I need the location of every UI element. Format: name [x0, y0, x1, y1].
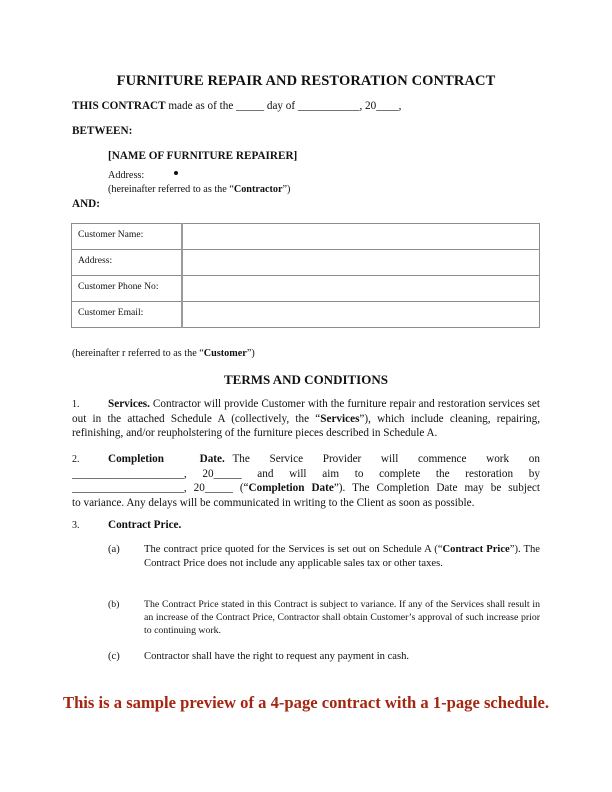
- clause-contract-price: [72, 518, 540, 533]
- intro-bold: THIS CONTRACT: [72, 100, 166, 112]
- clause-services-line-1: [72, 397, 540, 412]
- clause-text: The contract price quoted for the Services is set out on Schedule A (“: [144, 544, 443, 555]
- bullet-icon: [174, 171, 178, 175]
- contractor-name: [NAME OF FURNITURE REPAIRER]: [108, 150, 298, 162]
- customer-address-label: Address:: [72, 250, 182, 276]
- clause-completion-line-3: [72, 481, 540, 495]
- intro-text: made as of the _____ day of ___________, 20____,: [165, 100, 402, 112]
- customer-table: [71, 223, 540, 328]
- clause-title: Services.: [108, 398, 150, 410]
- terms-heading: TERMS AND CONDITIONS: [224, 372, 388, 387]
- customer-email-label: Customer Email:: [72, 302, 182, 328]
- clause-completion-line-1: [72, 452, 540, 467]
- customer-phone-field[interactable]: [182, 276, 540, 302]
- contract-intro: [72, 100, 401, 112]
- clause-title: Contract Price.: [108, 519, 182, 531]
- contractor-address: [108, 170, 178, 181]
- clause-completion-date: [72, 452, 540, 510]
- contractor-reference: [108, 184, 290, 195]
- table-row: [72, 302, 540, 328]
- contractor-ref-bold: Contractor: [233, 184, 283, 195]
- clause-text: out in the attached Schedule A (collectively, the “: [72, 413, 321, 426]
- sub-clause-label: (a): [108, 544, 120, 555]
- clause-completion-line-2: ____________________, 20_____ and will aim to complete the restoration by: [72, 468, 540, 481]
- clause-services-line-2: [72, 412, 540, 426]
- document-title: FURNITURE REPAIR AND RESTORATION CONTRACT: [116, 73, 496, 89]
- clause-price-b: [108, 598, 540, 637]
- clause-price-c: [108, 650, 540, 664]
- clause-text: ”). The Contract Price does not include any applicable sales tax or other taxes.: [144, 544, 541, 569]
- clause-services-line-3: refinishing, and/or reupholstering of the furniture pieces described in Schedule A.: [72, 427, 438, 440]
- defined-term: Completion Date: [248, 482, 334, 495]
- customer-email-field[interactable]: [182, 302, 540, 328]
- between-label: BETWEEN:: [72, 125, 133, 137]
- customer-name-label: Customer Name:: [72, 224, 182, 250]
- sub-clause-label: (c): [108, 651, 120, 662]
- sub-clause-text: [144, 543, 540, 571]
- table-row: [72, 224, 540, 250]
- customer-ref-pre: (hereinafter r referred to as the “: [72, 348, 204, 359]
- sub-clause-text: The Contract Price stated in this Contract is subject to variance. If any of the Services shall result in an increase of the Contract Price, Contractor shall obtain Customer’s approval of such increase prior to continuing work.: [144, 599, 540, 636]
- clause-text: Contractor will provide Customer with the furniture repair and restoration services set: [149, 398, 540, 410]
- customer-reference: [72, 348, 255, 359]
- defined-term: Services: [320, 413, 360, 426]
- contractor-address-label: Address:: [108, 170, 145, 181]
- clause-text: ____________________, 20_____ (“: [72, 482, 249, 495]
- sub-clause-label: (b): [108, 599, 120, 610]
- clause-text: ”), which include cleaning, repairing,: [359, 413, 540, 426]
- clause-completion-line-4: to variance. Any delays will be communicated in writing to the Client as soon as possible.: [72, 496, 475, 509]
- contractor-ref-pre: (hereinafter referred to as the “: [108, 184, 234, 195]
- customer-phone-label: Customer Phone No:: [72, 276, 182, 302]
- defined-term: Contract Price: [442, 544, 510, 555]
- contractor-ref-post: ”): [282, 184, 291, 195]
- and-label: AND:: [72, 198, 100, 210]
- table-row: [72, 250, 540, 276]
- customer-ref-bold: Customer: [203, 348, 247, 359]
- customer-name-field[interactable]: [182, 224, 540, 250]
- clause-number: 1.: [72, 399, 80, 410]
- clause-title: Completion Date.: [108, 453, 225, 465]
- sub-clause-text: Contractor shall have the right to request any payment in cash.: [144, 651, 410, 662]
- customer-address-field[interactable]: [182, 250, 540, 276]
- preview-notice: This is a sample preview of a 4-page contract with a 1-page schedule.: [63, 693, 549, 712]
- clause-services: [72, 397, 540, 441]
- clause-number: 2.: [72, 454, 80, 465]
- customer-ref-post: ”): [246, 348, 255, 359]
- table-row: [72, 276, 540, 302]
- clause-text: The Service Provider will commence work on: [232, 453, 540, 465]
- clause-price-a: [108, 543, 540, 571]
- clause-text: ”). The Completion Date may be subject: [333, 482, 540, 495]
- clause-number: 3.: [72, 520, 80, 531]
